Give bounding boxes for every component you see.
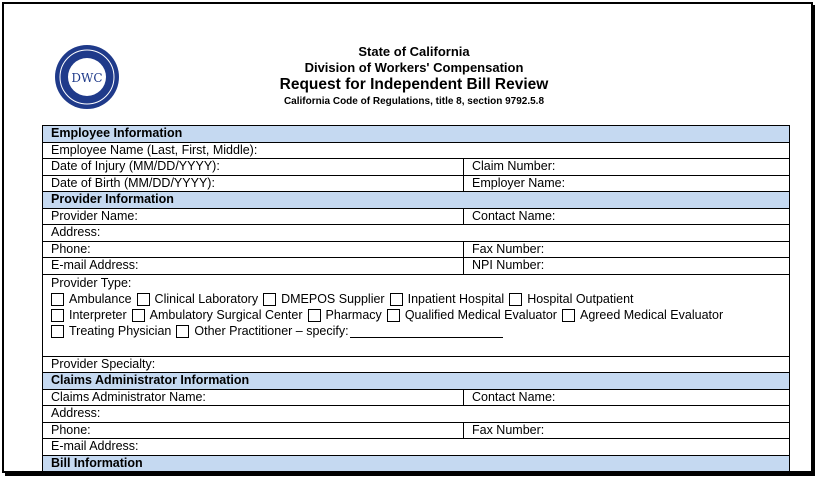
checkbox[interactable] bbox=[308, 309, 321, 322]
provider-contact-name-field[interactable]: Contact Name: bbox=[464, 208, 790, 225]
provider-email-field[interactable]: E-mail Address: bbox=[43, 258, 464, 275]
claim-number-field[interactable]: Claim Number: bbox=[464, 159, 790, 176]
provider-name-field[interactable]: Provider Name: bbox=[43, 208, 464, 225]
regulation-code: California Code of Regulations, title 8, section 9792.5.8 bbox=[283, 96, 545, 107]
provider-type-option[interactable]: Qualified Medical Evaluator bbox=[387, 308, 557, 323]
form-page bbox=[2, 2, 813, 473]
checkbox[interactable] bbox=[387, 309, 400, 322]
provider-npi-field[interactable]: NPI Number: bbox=[464, 258, 790, 275]
date-of-birth-field[interactable]: Date of Birth (MM/DD/YYYY): bbox=[43, 175, 464, 192]
claims-contact-name-field[interactable]: Contact Name: bbox=[464, 389, 790, 406]
provider-type-label: Provider Type: bbox=[51, 276, 132, 290]
seal-text: DWC bbox=[71, 71, 103, 85]
checkbox[interactable] bbox=[390, 293, 403, 306]
provider-type-option[interactable]: Hospital Outpatient bbox=[509, 292, 633, 307]
provider-type-option[interactable]: Inpatient Hospital bbox=[390, 292, 505, 307]
claims-address-field[interactable]: Address: bbox=[43, 406, 790, 423]
checkbox[interactable] bbox=[176, 325, 189, 338]
provider-type-option[interactable]: Treating Physician bbox=[51, 324, 171, 339]
claims-email-field[interactable]: E-mail Address: bbox=[43, 439, 790, 456]
checkbox[interactable] bbox=[263, 293, 276, 306]
provider-type-option[interactable]: Pharmacy bbox=[308, 308, 382, 323]
checkbox[interactable] bbox=[137, 293, 150, 306]
section-claims-administrator-information: Claims Administrator Information bbox=[43, 373, 790, 390]
provider-type-option[interactable]: Agreed Medical Evaluator bbox=[562, 308, 723, 323]
provider-type-option[interactable]: Ambulatory Surgical Center bbox=[132, 308, 303, 323]
dwc-seal-logo bbox=[54, 44, 120, 110]
provider-specialty-field[interactable]: Provider Specialty: bbox=[43, 356, 790, 373]
checkbox[interactable] bbox=[562, 309, 575, 322]
form-header bbox=[204, 44, 624, 110]
provider-type-row-3 bbox=[51, 324, 789, 340]
claims-fax-field[interactable]: Fax Number: bbox=[464, 422, 790, 439]
provider-type-option[interactable]: Clinical Laboratory bbox=[137, 292, 259, 307]
checkbox[interactable] bbox=[132, 309, 145, 322]
provider-fax-field[interactable]: Fax Number: bbox=[464, 241, 790, 258]
provider-type-option[interactable]: DMEPOS Supplier bbox=[263, 292, 385, 307]
checkbox[interactable] bbox=[51, 293, 64, 306]
date-of-injury-field[interactable]: Date of Injury (MM/DD/YYYY): bbox=[43, 159, 464, 176]
other-practitioner-specify-line[interactable] bbox=[350, 326, 503, 338]
bill-review-form-table bbox=[42, 125, 790, 472]
section-provider-information: Provider Information bbox=[43, 192, 790, 209]
state-title: State of California bbox=[358, 44, 470, 59]
provider-type-cell bbox=[43, 274, 790, 356]
section-bill-information: Bill Information bbox=[43, 455, 790, 472]
section-employee-information: Employee Information bbox=[43, 126, 790, 143]
provider-type-option[interactable]: Other Practitioner – specify: bbox=[176, 324, 502, 339]
provider-address-field[interactable]: Address: bbox=[43, 225, 790, 242]
claims-phone-field[interactable]: Phone: bbox=[43, 422, 464, 439]
provider-type-row-1 bbox=[51, 292, 789, 308]
provider-type-row-2 bbox=[51, 308, 789, 324]
provider-type-option[interactable]: Interpreter bbox=[51, 308, 127, 323]
employer-name-field[interactable]: Employer Name: bbox=[464, 175, 790, 192]
checkbox[interactable] bbox=[509, 293, 522, 306]
division-title: Division of Workers' Compensation bbox=[304, 60, 524, 75]
checkbox[interactable] bbox=[51, 325, 64, 338]
form-title: Request for Independent Bill Review bbox=[279, 76, 549, 93]
checkbox[interactable] bbox=[51, 309, 64, 322]
provider-phone-field[interactable]: Phone: bbox=[43, 241, 464, 258]
claims-administrator-name-field[interactable]: Claims Administrator Name: bbox=[43, 389, 464, 406]
employee-name-field[interactable]: Employee Name (Last, First, Middle): bbox=[43, 142, 790, 159]
provider-type-option[interactable]: Ambulance bbox=[51, 292, 132, 307]
